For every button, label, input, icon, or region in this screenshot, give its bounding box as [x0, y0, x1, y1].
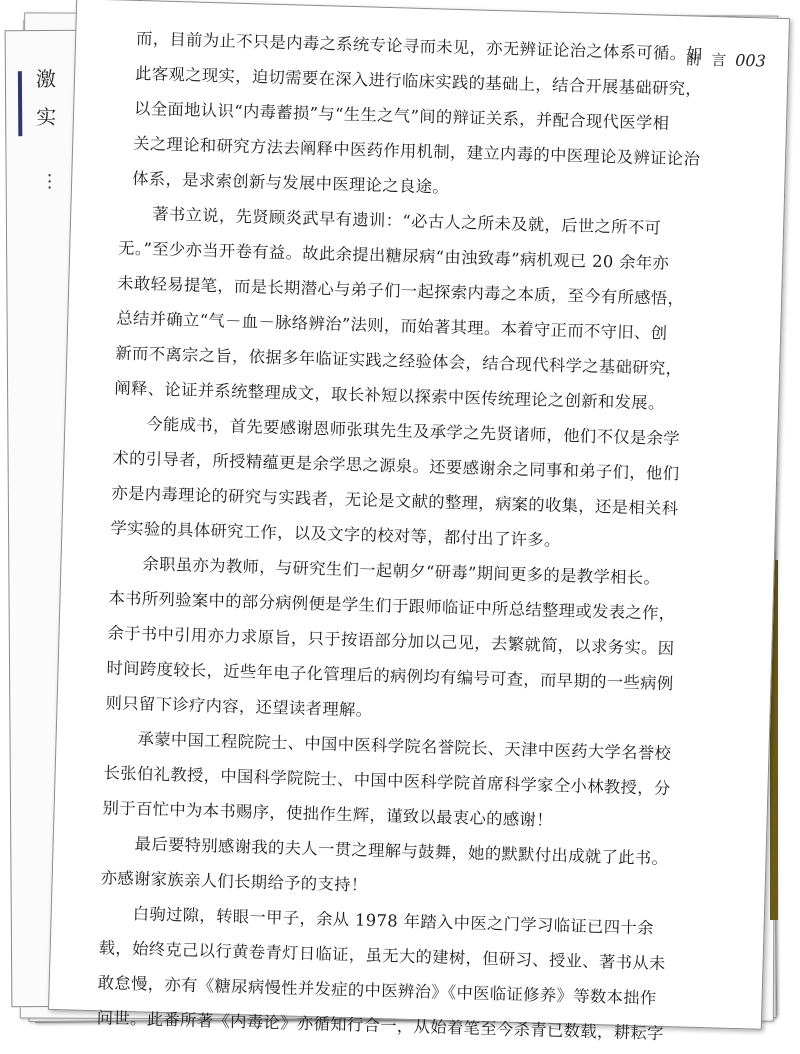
header-title: 前 言 [685, 50, 730, 70]
text-line: 则只留下诊疗内容，还望读者理解。 [105, 693, 373, 720]
paragraph-start: 承蒙中国工程院院士、中国中医科学院名誉院长、天津中医药大学名誉校 [137, 729, 672, 764]
text-line: 载，始终克己以行黄卷青灯日临证，虽无大的建树，但研习、授业、著书从未 [98, 938, 666, 974]
left-page-mark: ⋮ [40, 170, 59, 193]
text-line: 亦感谢家族亲人们长期给予的支持！ [100, 868, 368, 895]
text-line: 新而不离宗之旨，依据多年临证实践之经验体会，结合现代科学之基础研究， [115, 343, 683, 379]
text-line: 亦是内毒理论的研究与实践者，无论是文献的整理，病案的收集，还是相关科 [111, 483, 679, 519]
paragraph-start: 著书立说，先贤顾炎武早有遗训：“必古人之所未及就，后世之所不可 [152, 204, 662, 238]
text-line: 术的引导者，所授精蕴更是余学思之源泉。还要感谢余之同事和弟子们，他们 [112, 448, 680, 484]
text-line: 学实验的具体研究工作，以及文字的校对等，都付出了许多。 [110, 518, 561, 550]
text-line: 无。”至少亦当开卷有益。故此余提出糖尿病“由浊致毒”病机观已 20 余年亦 [118, 238, 670, 273]
body-text [96, 21, 767, 1053]
paragraph-start: 余职虽亦为教师，与研究生们一起朝夕“研毒”期间更多的是教学相长。 [142, 554, 661, 588]
text-line: 而，目前为止不只是内毒之系统专论寻而未见，亦无辨证论治之体系可循。如 [135, 28, 704, 64]
document-page [48, 0, 790, 1044]
text-line: 敢怠慢，亦有《糖尿病慢性并发症的中医辨治》《中医临证修养》等数本拙作 [97, 973, 657, 1008]
paragraph-start: 最后要特别感谢我的夫人一贯之理解与鼓舞，她的默默付出成就了此书。 [134, 834, 669, 869]
text-line: 长张伯礼教授，中国科学院院士、中国中医科学院首席科学家仝小林教授，分 [103, 763, 671, 799]
left-page-char: 实 [36, 104, 57, 130]
text-line: 时间跨度较长，近些年电子化管理后的病例均有编号可查，而早期的一些病例 [106, 658, 674, 694]
text-line: 此客观之现实，迫切需要在深入进行临床实践的基础上，结合开展基础研究， [134, 63, 703, 99]
text-line: 余于书中引用亦力求原旨，只于按语部分加以己见，去繁就简，以求务实。因 [107, 623, 675, 659]
page-number: 003 [734, 50, 767, 71]
left-page-spine [18, 71, 22, 136]
text-line: 关之理论和研究方法去阐释中医药作用机制，建立内毒的中医理论及辨证论治 [132, 133, 701, 169]
text-line: 体系，是求索创新与发展中医理论之良途。 [131, 168, 450, 197]
text-line: 阐释、论证并系统整理成文，取长补短以探索中医传统理论之创新和发展。 [114, 378, 665, 413]
text-line: 总结并确立“气－血－脉络辨治”法则，而始著其理。本着守正而不守旧、创 [116, 308, 668, 343]
paragraph-start: 白驹过隙，转眼一甲子，余从 1978 年踏入中医之门学习临证已四十余 [132, 904, 655, 938]
left-page-char: 激 [35, 66, 57, 92]
text-line: 本书所列验案中的部分病例便是学生们于跟师临证中所总结整理或发表之作， [108, 588, 676, 624]
text-line: 别于百忙中为本书赐序，使拙作生辉，谨致以最衷心的感谢！ [102, 798, 554, 830]
text-line: 未敢轻易提笔，而是长期潜心与弟子们一起探索内毒之本质，至今有所感悟， [117, 273, 685, 309]
text-line: 以全面地认识“内毒蓄损”与“生生之气”间的辩证关系，并配合现代医学相 [133, 98, 670, 133]
text-line: 问世。此番所著《内毒论》亦循知行合一，从始着笔至今杀青已数载，耕耘字 [96, 1008, 665, 1044]
paragraph-start: 今能成书，首先要感谢恩师张琪先生及承学之先贤诸师，他们不仅是余学 [146, 414, 681, 449]
